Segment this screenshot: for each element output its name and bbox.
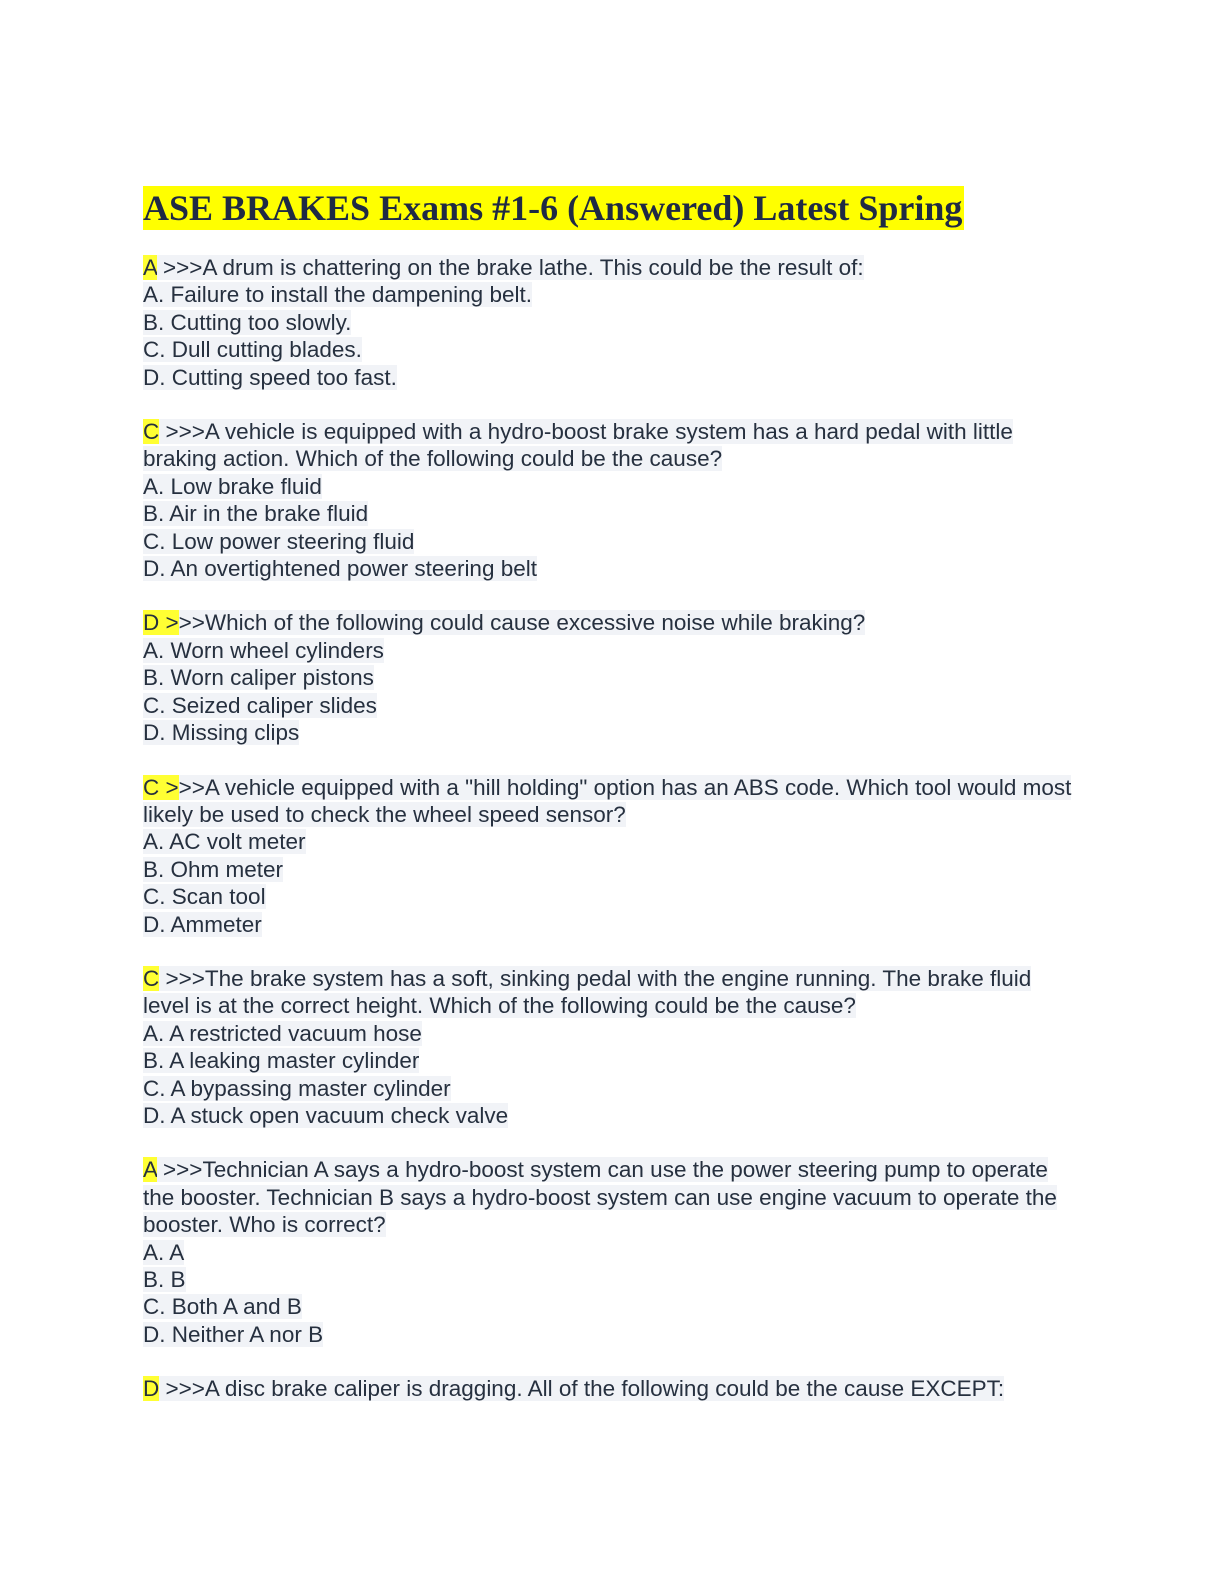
- question-block: [143, 965, 1083, 1129]
- answer-key-highlight: C >: [143, 774, 179, 800]
- answer-option: [143, 911, 1083, 938]
- answer-option-text: D. Cutting speed too fast.: [143, 364, 397, 390]
- answer-option: [143, 1239, 1083, 1266]
- answer-option-text: C. A bypassing master cylinder: [143, 1075, 451, 1101]
- answer-option: [143, 692, 1083, 719]
- answer-option-text: A. Worn wheel cylinders: [143, 637, 384, 663]
- answer-option: [143, 336, 1083, 363]
- question-stem: [143, 1375, 1083, 1402]
- answer-option: [143, 1047, 1083, 1074]
- question-block: [143, 609, 1083, 746]
- answer-option-text: D. Ammeter: [143, 911, 262, 937]
- answer-option: [143, 281, 1083, 308]
- question-text: >>>A vehicle is equipped with a hydro-boost brake system has a hard pedal with little braking action. Which of the following could be the cause?: [143, 419, 1013, 472]
- answer-option-text: A. A: [143, 1239, 185, 1265]
- answer-option: [143, 1266, 1083, 1293]
- question-text: >>>A drum is chattering on the brake lathe. This could be the result of:: [156, 255, 864, 280]
- question-stem: [143, 965, 1083, 1020]
- answer-option: [143, 528, 1083, 555]
- answer-option: [143, 364, 1083, 391]
- answer-option-text: C. Low power steering fluid: [143, 528, 415, 554]
- answer-option: [143, 828, 1083, 855]
- answer-option-text: B. B: [143, 1267, 186, 1292]
- answer-option: [143, 664, 1083, 691]
- answer-option: [143, 1020, 1083, 1047]
- answer-option-text: A. Low brake fluid: [143, 473, 322, 499]
- question-stem: [143, 254, 1083, 281]
- question-text: >>>The brake system has a soft, sinking pedal with the engine running. The brake fluid level is at the correct height. Which of the following could be the cause?: [143, 965, 1032, 1019]
- answer-option-text: C. Dull cutting blades.: [143, 337, 362, 363]
- answer-key-highlight: C: [143, 419, 160, 445]
- answer-option: [143, 856, 1083, 883]
- question-block: [143, 1156, 1083, 1348]
- answer-key-highlight: A: [143, 1157, 157, 1183]
- answer-option: [143, 473, 1083, 500]
- answer-option: [143, 500, 1083, 527]
- question-stem: [143, 1156, 1083, 1238]
- question-text: >>>A disc brake caliper is dragging. All of the following could be the cause EXCEPT:: [159, 1376, 1005, 1402]
- answer-key-highlight: C: [143, 965, 160, 991]
- question-stem: [143, 609, 1083, 636]
- question-stem: [143, 774, 1083, 829]
- answer-option: [143, 1293, 1083, 1320]
- question-stem: [143, 418, 1083, 473]
- question-block: [143, 774, 1083, 938]
- answer-option: [143, 555, 1083, 582]
- answer-option-text: D. Neither A nor B: [143, 1321, 324, 1347]
- document-page: [143, 186, 1083, 1430]
- answer-option-text: A. A restricted vacuum hose: [143, 1020, 422, 1046]
- question-block: [143, 1375, 1083, 1402]
- answer-option-text: D. An overtightened power steering belt: [143, 556, 537, 582]
- answer-option-text: A. Failure to install the dampening belt.: [143, 282, 532, 308]
- answer-option-text: B. Ohm meter: [143, 856, 284, 882]
- answer-option-text: B. A leaking master cylinder: [143, 1048, 420, 1074]
- answer-option: [143, 1321, 1083, 1348]
- answer-option: [143, 309, 1083, 336]
- answer-option: [143, 637, 1083, 664]
- answer-option-text: D. A stuck open vacuum check valve: [143, 1102, 509, 1128]
- question-block: [143, 254, 1083, 391]
- answer-option: [143, 719, 1083, 746]
- answer-option: [143, 1102, 1083, 1129]
- question-text: >>>Technician A says a hydro-boost system can use the power steering pump to operate the booster. Technician B says a hydro-boost system can use engine vacuum to operate the booster. Who is correct?: [143, 1157, 1057, 1238]
- answer-option-text: B. Worn caliper pistons: [143, 665, 374, 691]
- answer-key-highlight: D: [143, 1376, 160, 1402]
- question-text: >>A vehicle equipped with a "hill holding" option has an ABS code. Which tool would most likely be used to check the wheel speed sensor?: [143, 774, 1072, 827]
- question-list: [143, 254, 1083, 1403]
- document-title: ASE BRAKES Exams #1-6 (Answered) Latest Spring: [143, 188, 963, 228]
- question-block: [143, 418, 1083, 582]
- answer-option-text: C. Both A and B: [143, 1294, 302, 1320]
- answer-option-text: B. Air in the brake fluid: [143, 501, 369, 527]
- answer-option-text: C. Scan tool: [143, 884, 266, 910]
- answer-option-text: D. Missing clips: [143, 720, 300, 746]
- answer-option-text: C. Seized caliper slides: [143, 692, 377, 718]
- answer-option: [143, 883, 1083, 910]
- answer-key-highlight: D >: [143, 610, 179, 636]
- answer-key-highlight: A: [143, 255, 157, 280]
- question-text: >>Which of the following could cause excessive noise while braking?: [178, 610, 866, 636]
- answer-option-text: A. AC volt meter: [143, 829, 306, 855]
- answer-option-text: B. Cutting too slowly.: [143, 309, 352, 335]
- answer-option: [143, 1075, 1083, 1102]
